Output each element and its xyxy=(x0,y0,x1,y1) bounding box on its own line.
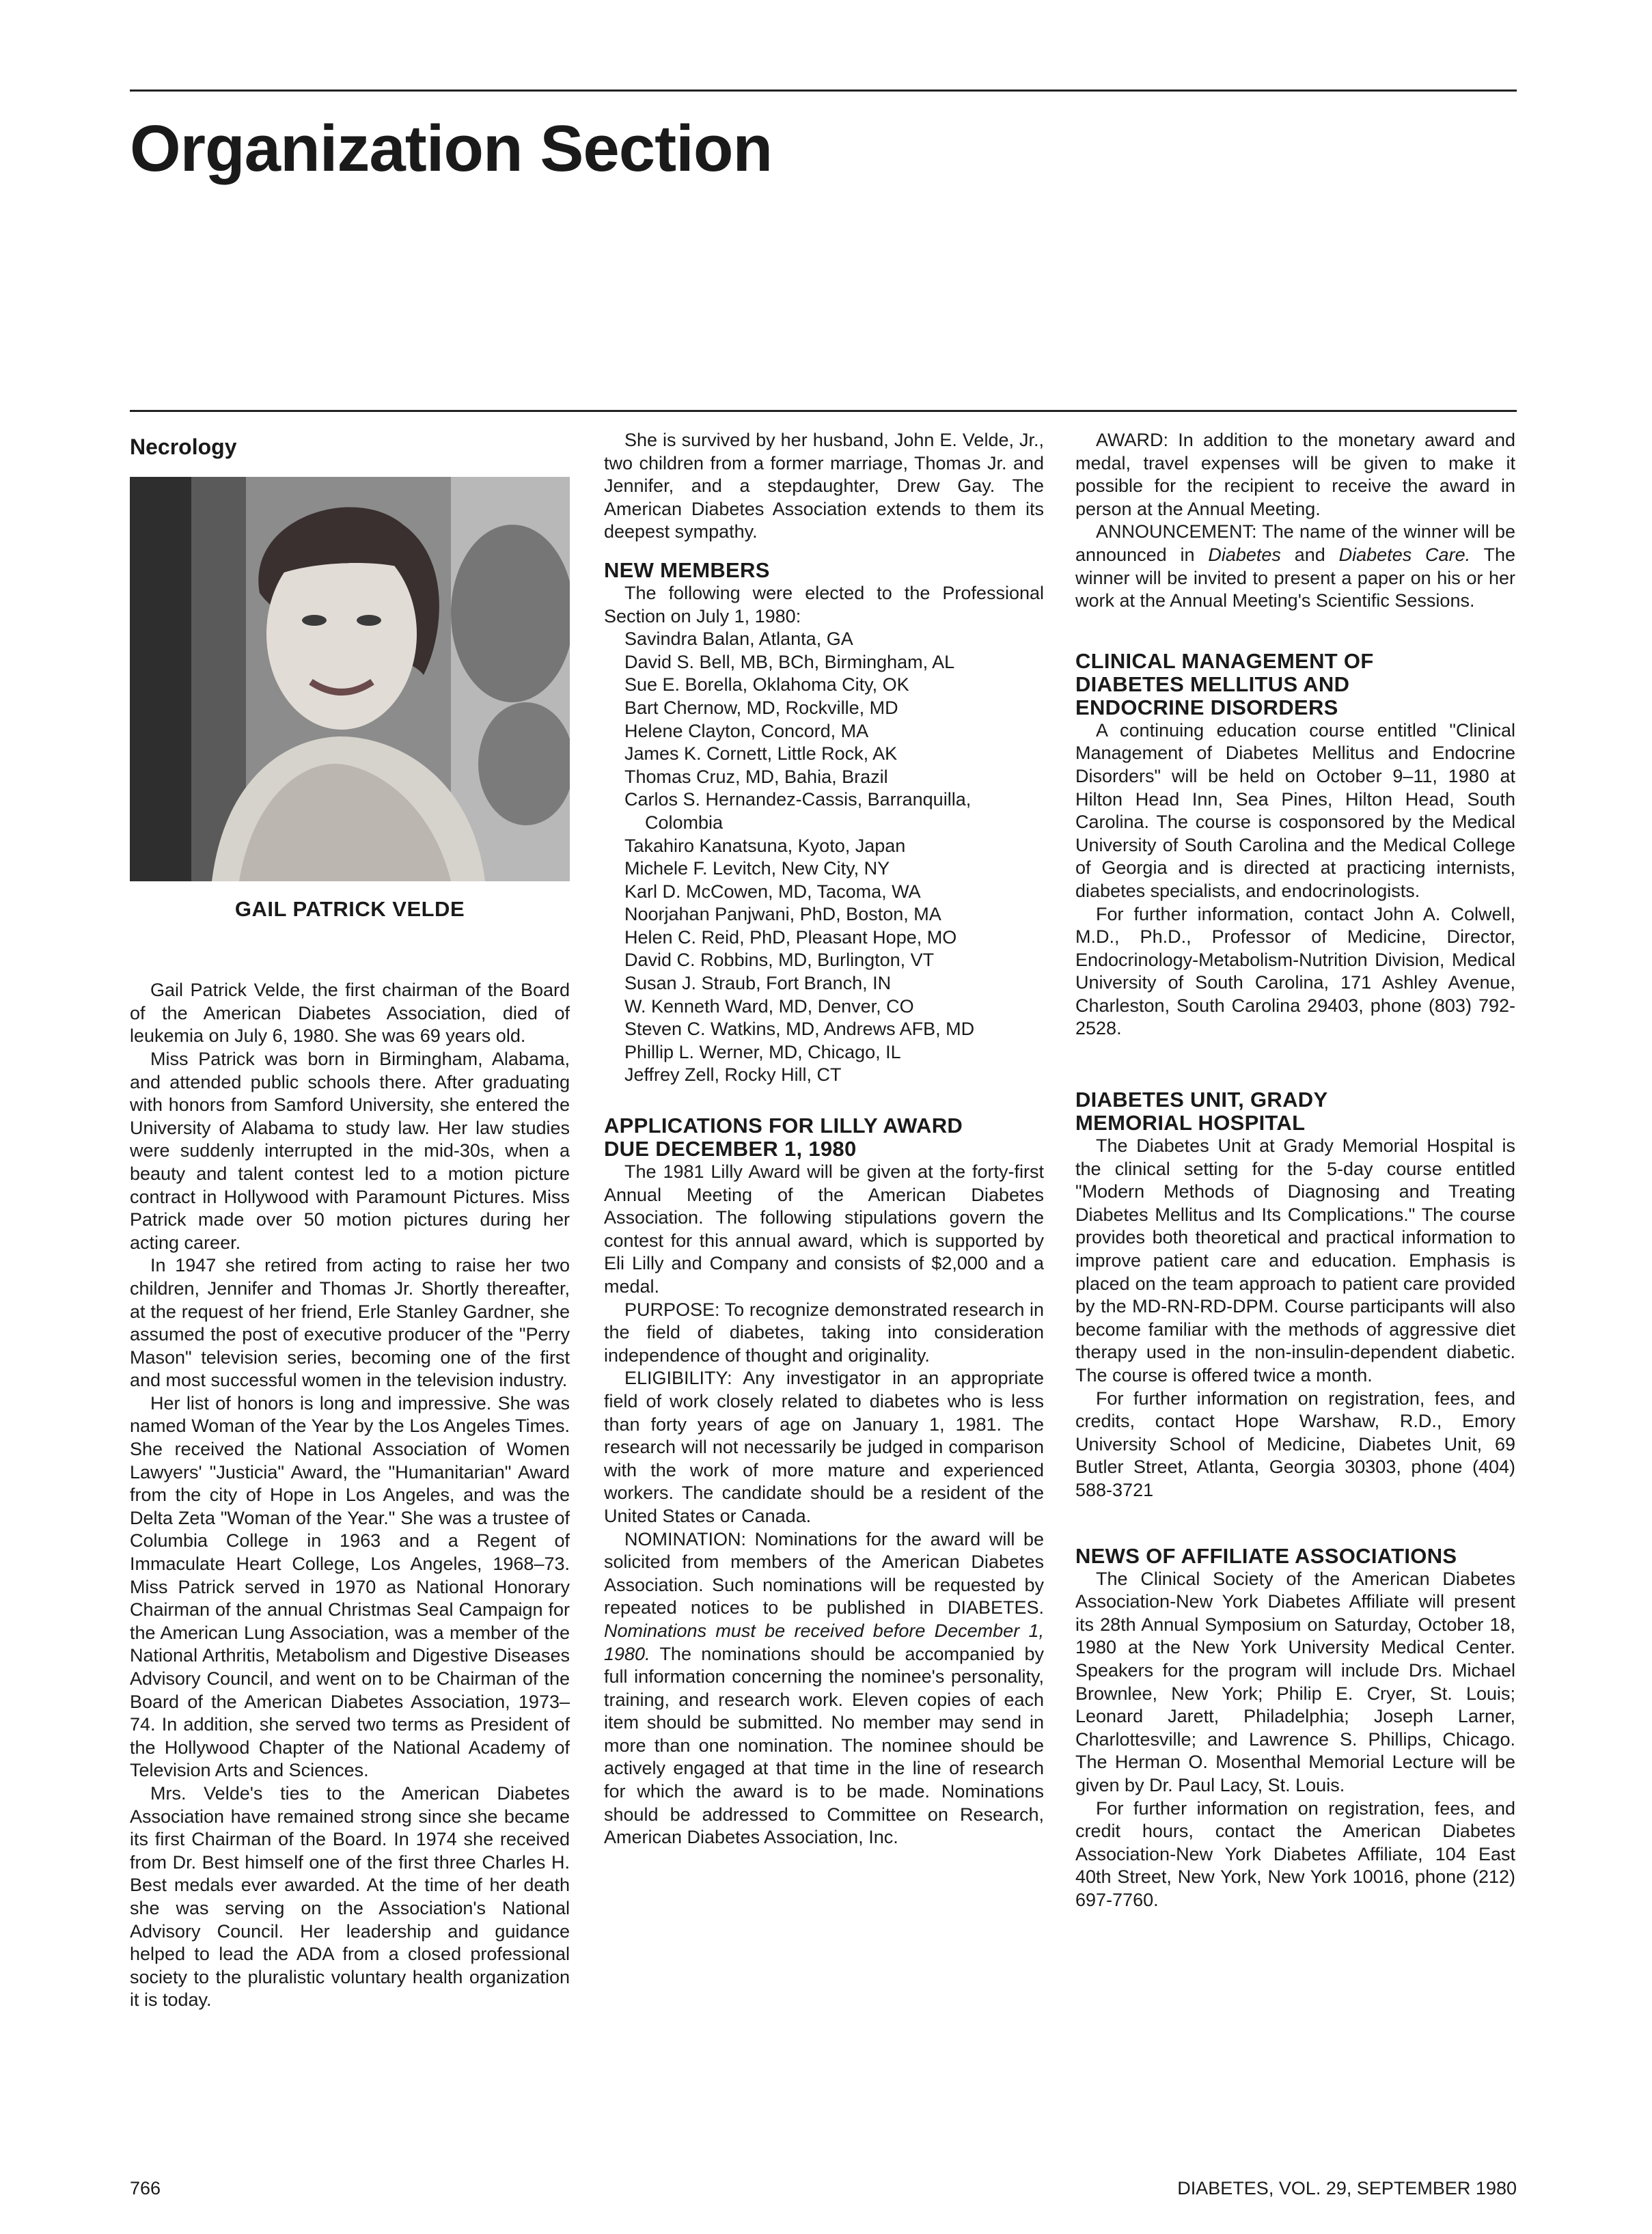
list-item: Karl D. McCowen, MD, Tacoma, WA xyxy=(624,881,921,902)
lilly-award-intro: The 1981 Lilly Award will be given at the forty-first Annual Meeting of the American Diabetes Association. The following stipulations govern the contest for this annual award, which is supported by Eli Lilly and Company and consists of $2,000 and a medal. xyxy=(604,1161,1044,1297)
member-list xyxy=(604,628,1044,1087)
affiliates-paragraph-1: The Clinical Society of the American Diabetes Association-New York Diabetes Affiliate will present its 28th Annual Symposium on Saturday, October 18, 1980 at the New York University Medical Center. Speakers for the program will include Drs. Michael Brownlee, New York; Philip E. Cryer, St. Louis; Leonard Jarett, Philadelphia; Joseph Larner, Charlottesville; and Lawrence S. Phillips, Chicago. The Herman O. Mosenthal Memorial Lecture will be given by Dr. Paul Lacy, St. Louis. xyxy=(1075,1568,1515,1795)
list-item: David S. Bell, MB, BCh, Birmingham, AL xyxy=(624,651,955,672)
list-item: Savindra Balan, Atlanta, GA xyxy=(624,629,853,650)
lilly-award-announcement xyxy=(1075,521,1515,612)
list-item xyxy=(624,788,1044,834)
necrology-paragraph-5: Mrs. Velde's ties to the American Diabetes Association have remained strong since she became its first Chairman of the Board. In 1974 she received from Dr. Best himself one of the first three Charles H. Best medals ever awarded. At the time of her death she was serving on the Association's National Advisory Council. Her leadership and guidance helped to lead the ADA from a closed professional society to the pluralistic voluntary health organization it is today. xyxy=(130,1782,570,2011)
portrait-image xyxy=(130,477,570,881)
announcement-journal-1: Diabetes xyxy=(1208,544,1281,565)
announcement-text-a: ANNOUNCEMENT: The name of the winner will be announced in xyxy=(1075,521,1515,565)
list-item: W. Kenneth Ward, MD, Denver, CO xyxy=(624,995,914,1017)
list-item: Thomas Cruz, MD, Bahia, Brazil xyxy=(624,766,888,787)
top-rule xyxy=(130,89,1517,92)
list-item: James K. Cornett, Little Rock, AK xyxy=(624,743,898,764)
member-name: Carlos S. Hernandez-Cassis, Barranquilla, xyxy=(624,789,972,810)
column-2 xyxy=(604,429,1044,1849)
grady-heading-line-2: MEMORIAL HOSPITAL xyxy=(1075,1111,1306,1135)
lilly-award-eligibility: ELIGIBILITY: Any investigator in an appropriate field of work closely related to diabetes who is less than forty years of age on January 1, 1981. The research will not necessarily be judged in comparison with the work of more mature and experienced workers. The candidate should be a resident of the United States or Canada. xyxy=(604,1368,1044,1526)
list-item: Phillip L. Werner, MD, Chicago, IL xyxy=(624,1041,901,1062)
clinical-management-paragraph-1: A continuing education course entitled "Clinical Management of Diabetes Mellitus and Endocrine Disorders" will be held on October 9–11, 1980 at Hilton Head Inn, Sea Pines, Hilton Head, South Carolina. The course is cosponsored by the Medical University of South Carolina and the Medical College of Georgia and is directed at practicing internists, diabetes specialists, and endocrinologists. xyxy=(1075,719,1515,901)
list-item: Sue E. Borella, Oklahoma City, OK xyxy=(624,674,909,695)
clinical-heading-line-3: ENDOCRINE DISORDERS xyxy=(1075,695,1338,719)
list-item: Takahiro Kanatsuna, Kyoto, Japan xyxy=(624,835,906,856)
list-item: Helene Clayton, Concord, MA xyxy=(624,720,869,741)
nomination-deadline: Nominations must be received before December 1, 1980. xyxy=(604,1620,1044,1664)
necrology-paragraph-1: Gail Patrick Velde, the first chairman of the Board of the American Diabetes Association, died of leukemia on July 6, 1980. She was 69 years old. xyxy=(130,980,570,1047)
journal-footer: DIABETES, VOL. 29, SEPTEMBER 1980 xyxy=(1177,2178,1517,2198)
necrology-paragraph-6: She is survived by her husband, John E. Velde, Jr., two children from a former marriage, Thomas Jr. and Jennifer, and a stepdaughter, Drew Gay. The American Diabetes Association extends to them its deepest sympathy. xyxy=(604,430,1044,542)
lilly-award-purpose: PURPOSE: To recognize demonstrated research in the field of diabetes, taking into consideration independence of thought and originality. xyxy=(604,1299,1044,1366)
lilly-award-heading xyxy=(604,1114,1044,1161)
nomination-text-a: NOMINATION: Nominations for the award will be solicited from members of the American Diabetes Association. Such nominations will be requested by repeated notices to be published in DIABETES. xyxy=(604,1528,1044,1618)
clinical-management-paragraph-2: For further information, contact John A. Colwell, M.D., Ph.D., Professor of Medicine, Director, Endocrinology-Metabolism-Nutrition Division, Medical University of South Carolina, 171 Ashley Avenue, Charleston, South Carolina 29403, phone (803) 792-2528. xyxy=(1075,903,1515,1039)
list-item: Michele F. Levitch, New City, NY xyxy=(624,858,890,879)
affiliates-paragraph-2: For further information on registration, fees, and credit hours, contact the American Diabetes Association-New York Diabetes Affiliate, 104 East 40th Street, New York, New York 10016, phone (212) 697-7760. xyxy=(1075,1797,1515,1910)
announcement-text-b: The winner will be invited to present a paper on his or her work at the Annual Meeting's Scientific Sessions. xyxy=(1075,544,1515,611)
grady-heading xyxy=(1075,1088,1515,1135)
photo-caption: GAIL PATRICK VELDE xyxy=(234,896,465,921)
portrait-photo xyxy=(130,477,570,881)
grady-paragraph-2: For further information on registration, fees, and credits, contact Hope Warshaw, R.D., Emory University School of Medicine, Diabetes Unit, 69 Butler Street, Atlanta, Georgia 30303, phone (404) 588-3721 xyxy=(1075,1388,1515,1500)
necrology-label: Necrology xyxy=(130,435,237,459)
grady-heading-line-1: DIABETES UNIT, GRADY xyxy=(1075,1088,1328,1112)
necrology-paragraph-4: Her list of honors is long and impressive. She was named Woman of the Year by the Los Angeles Times. She received the National Association of Women Lawyers' "Justicia" Award, the "Humanitarian" Award from the city of Hope in Los Angeles, and was the Delta Zeta "Woman of the Year." She was a trustee of Columbia College in 1963 and a Regent of Immaculate Heart College, Los Angeles, 1968–73. Miss Patrick served in 1970 as National Honorary Chairman of the annual Christmas Seal Campaign for the American Lung Association, was a member of the National Arthritis, Metabolism and Digestive Diseases Advisory Council, and went on to be Chairman of the Board of the American Diabetes Association, 1973–74. In addition, she served two terms as President of the Hollywood Chapter of the National Academy of Television Arts and Sciences. xyxy=(130,1392,570,1781)
clinical-heading-line-1: CLINICAL MANAGEMENT OF xyxy=(1075,648,1374,673)
announcement-journal-2: Diabetes Care. xyxy=(1338,544,1471,565)
clinical-heading-line-2: DIABETES MELLITUS AND xyxy=(1075,672,1350,696)
list-item: Bart Chernow, MD, Rockville, MD xyxy=(624,697,898,718)
member-continuation: Colombia xyxy=(645,812,724,833)
affiliates-heading: NEWS OF AFFILIATE ASSOCIATIONS xyxy=(1075,1543,1457,1568)
list-item: Susan J. Straub, Fort Branch, IN xyxy=(624,973,892,994)
announcement-and: and xyxy=(1294,544,1325,565)
column-3 xyxy=(1075,429,1515,1912)
column-1 xyxy=(130,429,570,2012)
necrology-paragraph-3: In 1947 she retired from acting to raise her two children, Jennifer and Thomas Jr. Shortly thereafter, at the request of her friend, Erle Stanley Gardner, she assumed the post of executive producer of the "Perry Mason" television series, becoming one of the first and most successful women in the television industry. xyxy=(130,1255,570,1391)
list-item: Jeffrey Zell, Rocky Hill, CT xyxy=(624,1064,842,1086)
list-item: David C. Robbins, MD, Burlington, VT xyxy=(624,950,935,971)
nomination-text-b: The nominations should be accompanied by full information concerning the nominee's personality, training, and research work. Eleven copies of each item should be submitted. No member may send in more than one nomination. The nominee should be actively engaged at that time in the line of research for which the award is to be made. Nominations should be addressed to Committee on Research, American Diabetes Association, Inc. xyxy=(604,1643,1044,1848)
page-title: Organization Section xyxy=(130,112,773,185)
new-members-heading: NEW MEMBERS xyxy=(604,557,770,582)
list-item: Noorjahan Panjwani, PhD, Boston, MA xyxy=(624,904,941,925)
lilly-award-nomination xyxy=(604,1528,1044,1849)
new-members-intro: The following were elected to the Professional Section on July 1, 1980: xyxy=(604,582,1044,626)
lilly-award-award: AWARD: In addition to the monetary award and medal, travel expenses will be given to make it possible for the recipient to receive the award in person at the Annual Meeting. xyxy=(1075,430,1515,519)
lilly-award-heading-line-2: DUE DECEMBER 1, 1980 xyxy=(604,1137,857,1161)
section-rule xyxy=(130,410,1517,412)
clinical-management-heading xyxy=(1075,650,1515,719)
page-number: 766 xyxy=(130,2178,161,2198)
lilly-award-heading-line-1: APPLICATIONS FOR LILLY AWARD xyxy=(604,1114,963,1138)
necrology-paragraph-2: Miss Patrick was born in Birmingham, Alabama, and attended public schools there. After graduating with honors from Samford University, she entered the University of Alabama to study law. Her law studies were suddenly interrupted in the mid-30s, when a beauty and talent contest led to a motion picture contract in Hollywood with Paramount Pictures. Miss Patrick made over 50 motion pictures during her acting career. xyxy=(130,1048,570,1253)
list-item: Helen C. Reid, PhD, Pleasant Hope, MO xyxy=(624,926,957,948)
grady-paragraph-1: The Diabetes Unit at Grady Memorial Hospital is the clinical setting for the 5-day course entitled "Modern Methods of Diagnosing and Treating Diabetes Mellitus and Its Complications." The course provides both theoretical and practical information to improve patient care and education. Emphasis is placed on the team approach to patient care provided by the MD-RN-RD-DPM. Course participants will also become familiar with the methods of aggressive diet therapy used in the non-insulin-dependent diabetic. The course is offered twice a month. xyxy=(1075,1135,1515,1385)
list-item: Steven C. Watkins, MD, Andrews AFB, MD xyxy=(624,1019,975,1040)
